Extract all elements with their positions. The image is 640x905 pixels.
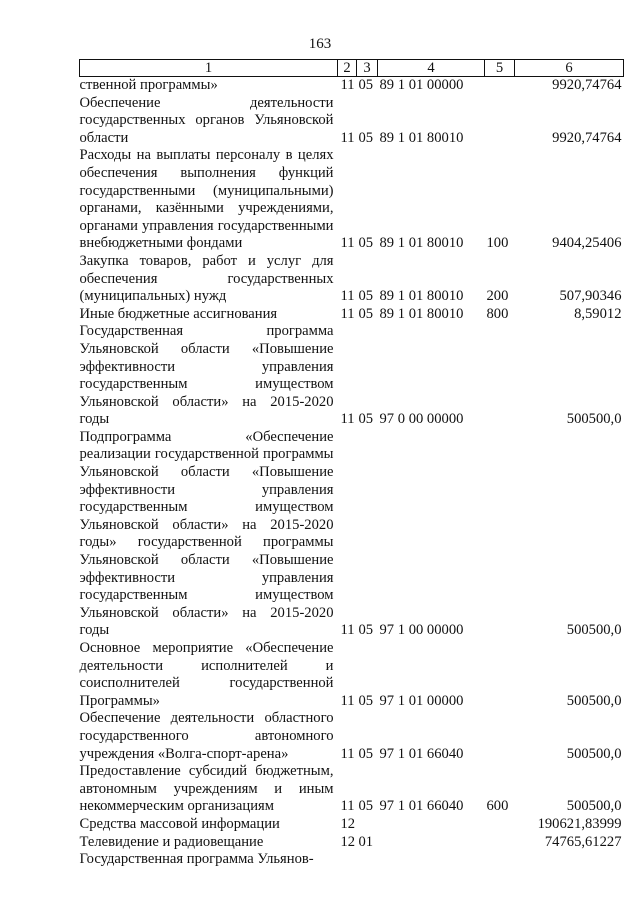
cell-amount: 500500,0 — [566, 411, 622, 428]
cell-section: 12 — [340, 815, 356, 832]
cell-section — [338, 851, 357, 869]
cell-subsection: 05 — [358, 692, 374, 709]
column-header-4: 4 — [378, 60, 485, 77]
cell-subsection: 05 — [358, 305, 374, 322]
cell-subsection: 05 — [358, 129, 374, 146]
cell-amount: 500500,0 — [566, 798, 622, 815]
cell-section: 11 — [340, 77, 355, 93]
table-row — [80, 816, 624, 834]
row-name: Обеспечение деятельности областного государственного автономного учреждения «Волга-спорт-арена» — [79, 710, 334, 762]
cell-target-code: 89 1 01 00000 — [379, 77, 464, 93]
cell-subsection: 05 — [358, 411, 374, 428]
table-row — [80, 95, 624, 148]
table-row — [80, 147, 624, 253]
row-name: Государственная программа Ульяновской области «Повышение эффективности управления государственным имуществом Ульяновской области» на 2015-2020 годы — [79, 323, 334, 428]
cell-expense-type — [485, 834, 515, 852]
cell-section: 11 — [340, 129, 355, 146]
cell-expense-type — [485, 851, 515, 869]
cell-amount: 500500,0 — [566, 745, 622, 762]
cell-section: 11 — [340, 288, 355, 305]
cell-amount: 8,59012 — [574, 305, 622, 322]
cell-section: 11 — [340, 622, 355, 639]
cell-subsection: 05 — [358, 77, 374, 93]
cell-section: 11 — [340, 798, 355, 815]
cell-expense-type: 800 — [486, 305, 509, 322]
cell-target-code: 97 0 00 00000 — [379, 411, 464, 428]
cell-amount: 190621,83999 — [537, 815, 622, 832]
table-row — [80, 851, 624, 869]
cell-amount — [515, 851, 624, 869]
column-header-2: 2 — [338, 60, 357, 77]
cell-expense-type — [485, 816, 515, 834]
cell-target-code: 97 1 00 00000 — [379, 622, 464, 639]
cell-amount: 9404,25406 — [552, 235, 622, 252]
cell-subsection — [357, 851, 378, 869]
row-name: Обеспечение деятельности государственных органов Ульяновской области — [79, 94, 334, 146]
cell-subsection: 05 — [358, 745, 374, 762]
cell-section: 11 — [340, 745, 355, 762]
cell-subsection: 05 — [358, 288, 374, 305]
cell-expense-type: 600 — [486, 798, 509, 815]
cell-target-code: 89 1 01 80010 — [379, 129, 464, 146]
cell-expense-type — [485, 95, 515, 148]
cell-expense-type — [485, 640, 515, 710]
cell-expense-type: 100 — [486, 235, 509, 252]
budget-table — [79, 59, 624, 869]
cell-subsection: 05 — [358, 798, 374, 815]
cell-amount: 507,90346 — [559, 288, 622, 305]
table-body — [80, 77, 624, 869]
cell-subsection: 01 — [358, 833, 374, 850]
cell-target-code: 89 1 01 80010 — [379, 288, 464, 305]
table-row — [80, 710, 624, 763]
cell-section: 11 — [340, 692, 355, 709]
cell-expense-type — [485, 710, 515, 763]
cell-amount: 9920,74764 — [552, 77, 622, 93]
cell-section: 11 — [340, 411, 355, 428]
cell-target-code: 97 1 01 66040 — [379, 745, 464, 762]
table-row — [80, 834, 624, 852]
cell-target-code: 89 1 01 80010 — [379, 235, 464, 252]
row-name: Закупка товаров, работ и услуг для обеспечения государственных (муниципальных) нужд — [79, 252, 334, 305]
row-name: Подпрограмма «Обеспечение реализации государственной программы Ульяновской области «Повышение эффективности управления государственным имуществом Ульяновской области» на 2015-2020 годы» государственной программы Ульяновской области «Повышение эффективности управления государственным имуществом Ульяновской области» на 2015-2020 годы — [79, 428, 334, 639]
table-row — [80, 323, 624, 429]
row-name: Предоставление субсидий бюджетным, автономным учреждениям и иным некоммерческим организациям — [79, 763, 334, 815]
cell-expense-type: 200 — [486, 288, 509, 305]
column-header-5: 5 — [485, 60, 515, 77]
column-header-6: 6 — [515, 60, 624, 77]
cell-expense-type — [485, 323, 515, 429]
cell-target-code — [378, 834, 485, 852]
cell-target-code: 97 1 01 66040 — [379, 798, 464, 815]
header-row — [80, 60, 624, 77]
page-number: 163 — [308, 36, 332, 52]
table-row — [80, 640, 624, 710]
table-row — [80, 763, 624, 816]
cell-expense-type — [485, 77, 515, 95]
row-name: Телевидение и радиовещание — [79, 833, 264, 850]
row-name: Иные бюджетные ассигнования — [79, 305, 278, 322]
row-name: Расходы на выплаты персоналу в целях обеспечения выполнения функций государственными (муниципальными) органами, казёнными учреждениями, органами управления государственными внебюджетными фондами — [79, 147, 334, 252]
cell-target-code: 89 1 01 80010 — [379, 305, 464, 322]
row-name: Основное мероприятие «Обеспечение деятельности исполнителей и соисполнителей государственной Программы» — [79, 640, 334, 709]
table-row — [80, 306, 624, 324]
cell-expense-type — [485, 429, 515, 640]
cell-amount: 74765,61227 — [544, 833, 622, 850]
cell-amount: 500500,0 — [566, 622, 622, 639]
cell-section: 12 — [340, 833, 356, 850]
table-row — [80, 253, 624, 306]
row-name: Средства массовой информации — [79, 815, 280, 832]
cell-section: 11 — [340, 235, 355, 252]
column-header-3: 3 — [357, 60, 378, 77]
column-header-1: 1 — [80, 60, 338, 77]
cell-subsection — [357, 816, 378, 834]
cell-target-code: 97 1 01 00000 — [379, 692, 464, 709]
row-name: Государственная программа Ульянов- — [79, 851, 314, 868]
cell-target-code — [378, 816, 485, 834]
cell-amount: 9920,74764 — [552, 129, 622, 146]
row-name: ственной программы» — [79, 77, 218, 93]
table-row — [80, 429, 624, 640]
cell-amount: 500500,0 — [566, 692, 622, 709]
cell-section: 11 — [340, 305, 355, 322]
cell-subsection: 05 — [358, 235, 374, 252]
cell-subsection: 05 — [358, 622, 374, 639]
table-row — [80, 77, 624, 95]
cell-target-code — [378, 851, 485, 869]
